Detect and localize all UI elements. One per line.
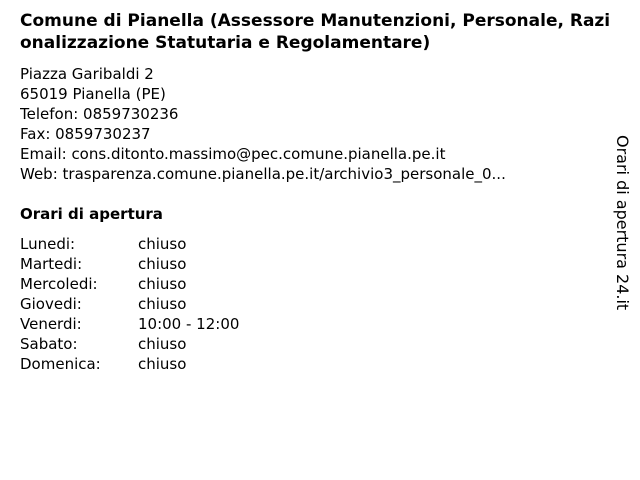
fax-number: Fax: 0859730237 bbox=[20, 125, 151, 143]
hours-row-friday bbox=[20, 314, 239, 334]
web-link: Web: trasparenza.comune.pianella.pe.it/archivio3_personale_0... bbox=[20, 165, 506, 183]
day-hours: chiuso bbox=[138, 335, 187, 353]
day-label: Giovedi: bbox=[20, 295, 82, 313]
day-hours: 10:00 - 12:00 bbox=[138, 315, 240, 333]
street-address: Piazza Garibaldi 2 bbox=[20, 65, 154, 83]
page-title: Comune di Pianella (Assessore Manutenzioni, Personale, Razionalizzazione Statutaria e Regolamentare) bbox=[20, 11, 611, 53]
day-label: Venerdi: bbox=[20, 315, 82, 333]
city-postal: 65019 Pianella (PE) bbox=[20, 85, 166, 103]
day-hours: chiuso bbox=[138, 355, 187, 373]
hours-row-sunday bbox=[20, 354, 239, 374]
day-hours: chiuso bbox=[138, 275, 187, 293]
hours-row-saturday bbox=[20, 334, 239, 354]
email-address: Email: cons.ditonto.massimo@pec.comune.pianella.pe.it bbox=[20, 145, 446, 163]
opening-hours-heading: Orari di apertura bbox=[20, 205, 163, 223]
address-block bbox=[20, 64, 600, 184]
day-label: Sabato: bbox=[20, 335, 78, 353]
day-hours: chiuso bbox=[138, 235, 187, 253]
day-label: Mercoledi: bbox=[20, 275, 98, 293]
hours-row-wednesday bbox=[20, 274, 239, 294]
phone-number: Telefon: 0859730236 bbox=[20, 105, 179, 123]
hours-row-thursday bbox=[20, 294, 239, 314]
hours-row-tuesday bbox=[20, 254, 239, 274]
day-hours: chiuso bbox=[138, 295, 187, 313]
day-label: Domenica: bbox=[20, 355, 101, 373]
day-label: Lunedi: bbox=[20, 235, 76, 253]
day-label: Martedi: bbox=[20, 255, 83, 273]
day-hours: chiuso bbox=[138, 255, 187, 273]
opening-hours-table bbox=[20, 234, 239, 374]
site-brand-watermark: Orari di apertura 24.it bbox=[613, 135, 632, 311]
hours-row-monday bbox=[20, 234, 239, 254]
